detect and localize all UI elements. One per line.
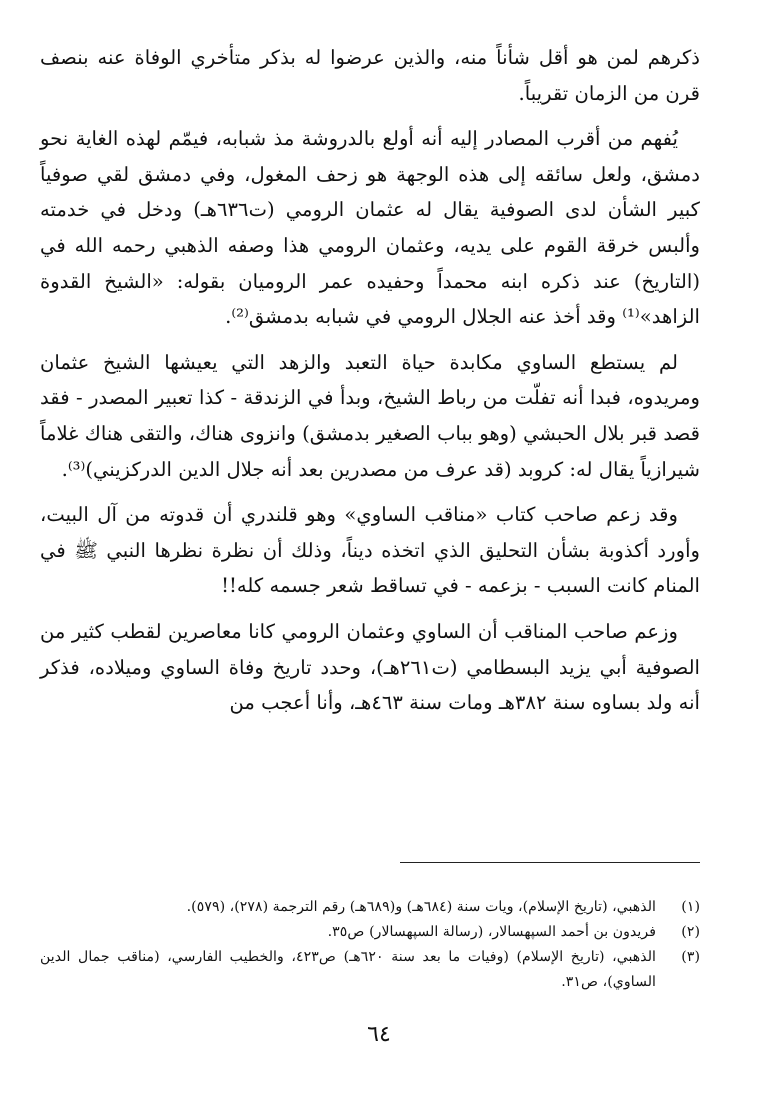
- footnote-separator: [400, 862, 700, 863]
- footnote-number: (٣): [681, 949, 700, 965]
- paragraph-3: لم يستطع الساوي مكابدة حياة التعبد والزهد التي يعيشها الشيخ عثمان ومريدوه، فبدا أنه تفلّت من رباط الشيخ، وبدأ في الزندقة - كذا تعبير المصدر - فقد قصد قبر بلال الحبشي (وهو بباب الصغير بدمشق) وانزوى هناك، والتقى هناك غلاماً شيرازياً يقال له: كروبد (قد عرف من مصدرين بعد أنه جلال الدين الدركزيني)⁽³⁾.: [40, 350, 700, 481]
- paragraph-1: ذكرهم لمن هو أقل شأناً منه، والذين عرضوا له بذكر متأخري الوفاة عنه بنصف قرن من الزمان تقريباً.: [40, 46, 700, 105]
- footnote-2: [40, 920, 700, 945]
- footnote-text: الذهبي، (تاريخ الإسلام)، ويات سنة (٦٨٤هـ) و(٦٨٩هـ) رقم الترجمة (٢٧٨)، (٥٧٩).: [186, 899, 656, 915]
- footnote-text: فريدون بن أحمد السپهسالار، (رسالة السپهسالار) ص٣٥.: [327, 924, 656, 940]
- paragraph-4: وقد زعم صاحب كتاب «مناقب الساوي» وهو قلندري أن قدوته من آل البيت، وأورد أكذوبة بشأن التحليق الذي اتخذه ديناً، وذلك أن نظرة نظرها النبي ﷺ في المنام كانت السبب - بزعمه - في تساقط شعر جسمه كله!!: [40, 503, 700, 598]
- footnote-text: الذهبي، (تاريخ الإسلام) (وفيات ما بعد سنة ٦٢٠هـ) ص٤٢٣، والخطيب الفارسي، (مناقب جمال الدين الساوي)، ص٣١.: [40, 949, 657, 990]
- page-body: [40, 40, 700, 731]
- footnote-1: [40, 895, 700, 920]
- footnote-number: (١): [681, 899, 700, 915]
- footnote-3: [40, 945, 700, 995]
- paragraph-5: وزعم صاحب المناقب أن الساوي وعثمان الرومي كانا معاصرين لقطب كثير من الصوفية أبي يزيد البسطامي (ت٢٦١هـ)، وحدد تاريخ وفاة الساوي وميلاده، فذكر أنه ولد بساوه سنة ٣٨٢هـ ومات سنة ٤٦٣هـ، وأنا أعجب من: [40, 619, 700, 715]
- footnote-number: (٢): [681, 924, 700, 940]
- footnotes: [40, 895, 700, 995]
- page-number: ٦٤: [367, 1022, 391, 1047]
- paragraph-2: يُفهم من أقرب المصادر إليه أنه أولع بالدروشة مذ شبابه، فيمّم لهذه الغاية نحو دمشق، ولعل سائقه إلى هذه الوجهة هو زحف المغول، وفي دمشق لقي صوفياً كبير الشأن لدى الصوفية يقال له عثمان الرومي (ت٦٣٦هـ) ودخل في خدمته وألبس خرقة القوم على يديه، وعثمان الرومي هذا وصفه الذهبي رحمه الله في (التاريخ) عند ذكره ابنه محمداً وحفيده عمر الروميان بقوله: «الشيخ القدوة الزاهد»⁽¹⁾ وقد أخذ عنه الجلال الرومي في شبابه بدمشق⁽²⁾.: [40, 127, 700, 329]
